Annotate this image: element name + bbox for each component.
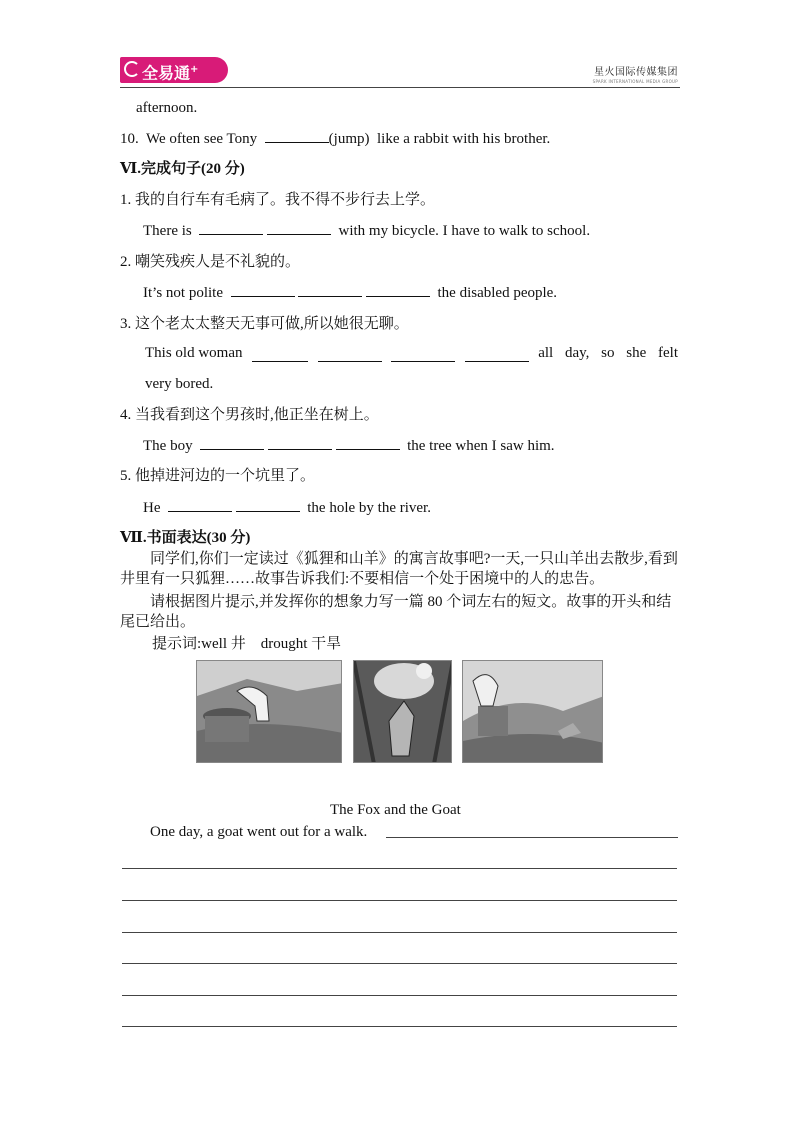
item-3-chinese xyxy=(120,314,409,334)
item-chinese-text: 这个老太太整天无事可做,所以她很无聊。 xyxy=(135,316,409,332)
answer-blank[interactable] xyxy=(168,497,232,512)
item-after: the disabled people. xyxy=(437,285,558,301)
item-1-chinese xyxy=(120,190,435,210)
item-chinese-text: 他掉进河边的一个坑里了。 xyxy=(135,468,316,484)
answer-blank[interactable] xyxy=(268,435,332,450)
illustration-fox-escapes xyxy=(462,660,603,763)
section-title-vi: Ⅵ.完成句子(20 分) xyxy=(120,161,245,177)
q10-number: 10. xyxy=(120,131,139,147)
answer-blank[interactable] xyxy=(200,435,264,450)
answer-blank[interactable] xyxy=(199,220,263,235)
writing-line[interactable] xyxy=(122,932,677,933)
q10-after: like a rabbit with his brother. xyxy=(377,131,551,147)
header-rule xyxy=(120,87,680,88)
item-chinese-text: 当我看到这个男孩时,他正坐在树上。 xyxy=(135,407,379,423)
writing-line[interactable] xyxy=(122,995,677,996)
item-3-continued: very bored. xyxy=(145,376,214,392)
answer-blank[interactable] xyxy=(465,347,529,362)
item-number: 3. xyxy=(120,316,132,332)
prompt-paragraph-1: 同学们,你们一定读过《狐狸和山羊》的寓言故事吧?一天,一只山羊出去散步,看到井里有一只狐狸……故事告诉我们:不要相信一个处于困境中的人的忠告。 xyxy=(120,551,678,587)
item-2-english xyxy=(143,282,557,303)
writing-line[interactable] xyxy=(122,868,677,869)
writing-line[interactable] xyxy=(122,1026,677,1027)
publisher-brand xyxy=(593,63,678,84)
item-before: It’s not polite xyxy=(143,285,223,301)
item-1-english xyxy=(143,220,590,241)
answer-blank[interactable] xyxy=(391,347,455,362)
answer-blank[interactable] xyxy=(336,435,400,450)
logo-text: 全易通 xyxy=(142,63,191,83)
continued-line: afternoon. xyxy=(136,100,198,116)
item-after: the hole by the river. xyxy=(307,500,431,516)
writing-line[interactable] xyxy=(122,900,677,901)
item-after: all day, so she felt xyxy=(538,345,678,361)
story-opening: One day, a goat went out for a walk. xyxy=(150,824,368,840)
item-2-chinese xyxy=(120,252,300,272)
brand-chinese: 星火国际传媒集团 xyxy=(594,67,678,78)
brand-english: SPARK INTERNATIONAL MEDIA GROUP xyxy=(592,79,678,84)
question-10 xyxy=(120,128,550,149)
writing-line[interactable] xyxy=(122,963,677,964)
item-chinese-text: 嘲笑残疾人是不礼貌的。 xyxy=(135,254,301,270)
item-number: 2. xyxy=(120,254,132,270)
item-before: This old woman xyxy=(145,345,243,361)
illustration-goat-at-well xyxy=(196,660,342,763)
answer-blank[interactable] xyxy=(366,282,430,297)
item-4-chinese xyxy=(120,405,379,425)
item-5-chinese xyxy=(120,466,315,486)
item-4-english xyxy=(143,435,555,456)
answer-blank[interactable] xyxy=(298,282,362,297)
q10-hint: (jump) xyxy=(328,131,370,147)
item-before: He xyxy=(143,500,161,516)
item-3-english xyxy=(145,343,678,363)
story-title: The Fox and the Goat xyxy=(330,802,461,818)
item-chinese-text: 我的自行车有毛病了。我不得不步行去上学。 xyxy=(135,192,436,208)
answer-blank[interactable] xyxy=(265,128,329,143)
answer-blank[interactable] xyxy=(252,347,308,362)
answer-blank[interactable] xyxy=(231,282,295,297)
item-number: 4. xyxy=(120,407,132,423)
prompt-paragraph-2: 请根据图片提示,并发挥你的想象力写一篇 80 个词左右的短文。故事的开头和结尾已给出。 xyxy=(120,594,672,630)
item-number: 1. xyxy=(120,192,132,208)
answer-blank[interactable] xyxy=(236,497,300,512)
illustration-fox-in-well xyxy=(353,660,452,763)
answer-blank[interactable] xyxy=(267,220,331,235)
logo-swirl-icon xyxy=(124,61,140,77)
section-title-vii: Ⅶ.书面表达(30 分) xyxy=(120,530,251,546)
item-5-english xyxy=(143,497,431,518)
item-after: the tree when I saw him. xyxy=(407,438,555,454)
item-after: with my bicycle. I have to walk to school. xyxy=(338,223,591,239)
hint-words: 提示词:well 井 drought 干旱 xyxy=(152,636,342,652)
item-before: The boy xyxy=(143,438,193,454)
writing-line[interactable] xyxy=(386,837,678,838)
q10-before: We often see Tony xyxy=(145,131,258,147)
item-number: 5. xyxy=(120,468,132,484)
logo-plus: + xyxy=(190,64,199,75)
logo xyxy=(120,57,228,83)
answer-blank[interactable] xyxy=(318,347,382,362)
item-before: There is xyxy=(143,223,192,239)
